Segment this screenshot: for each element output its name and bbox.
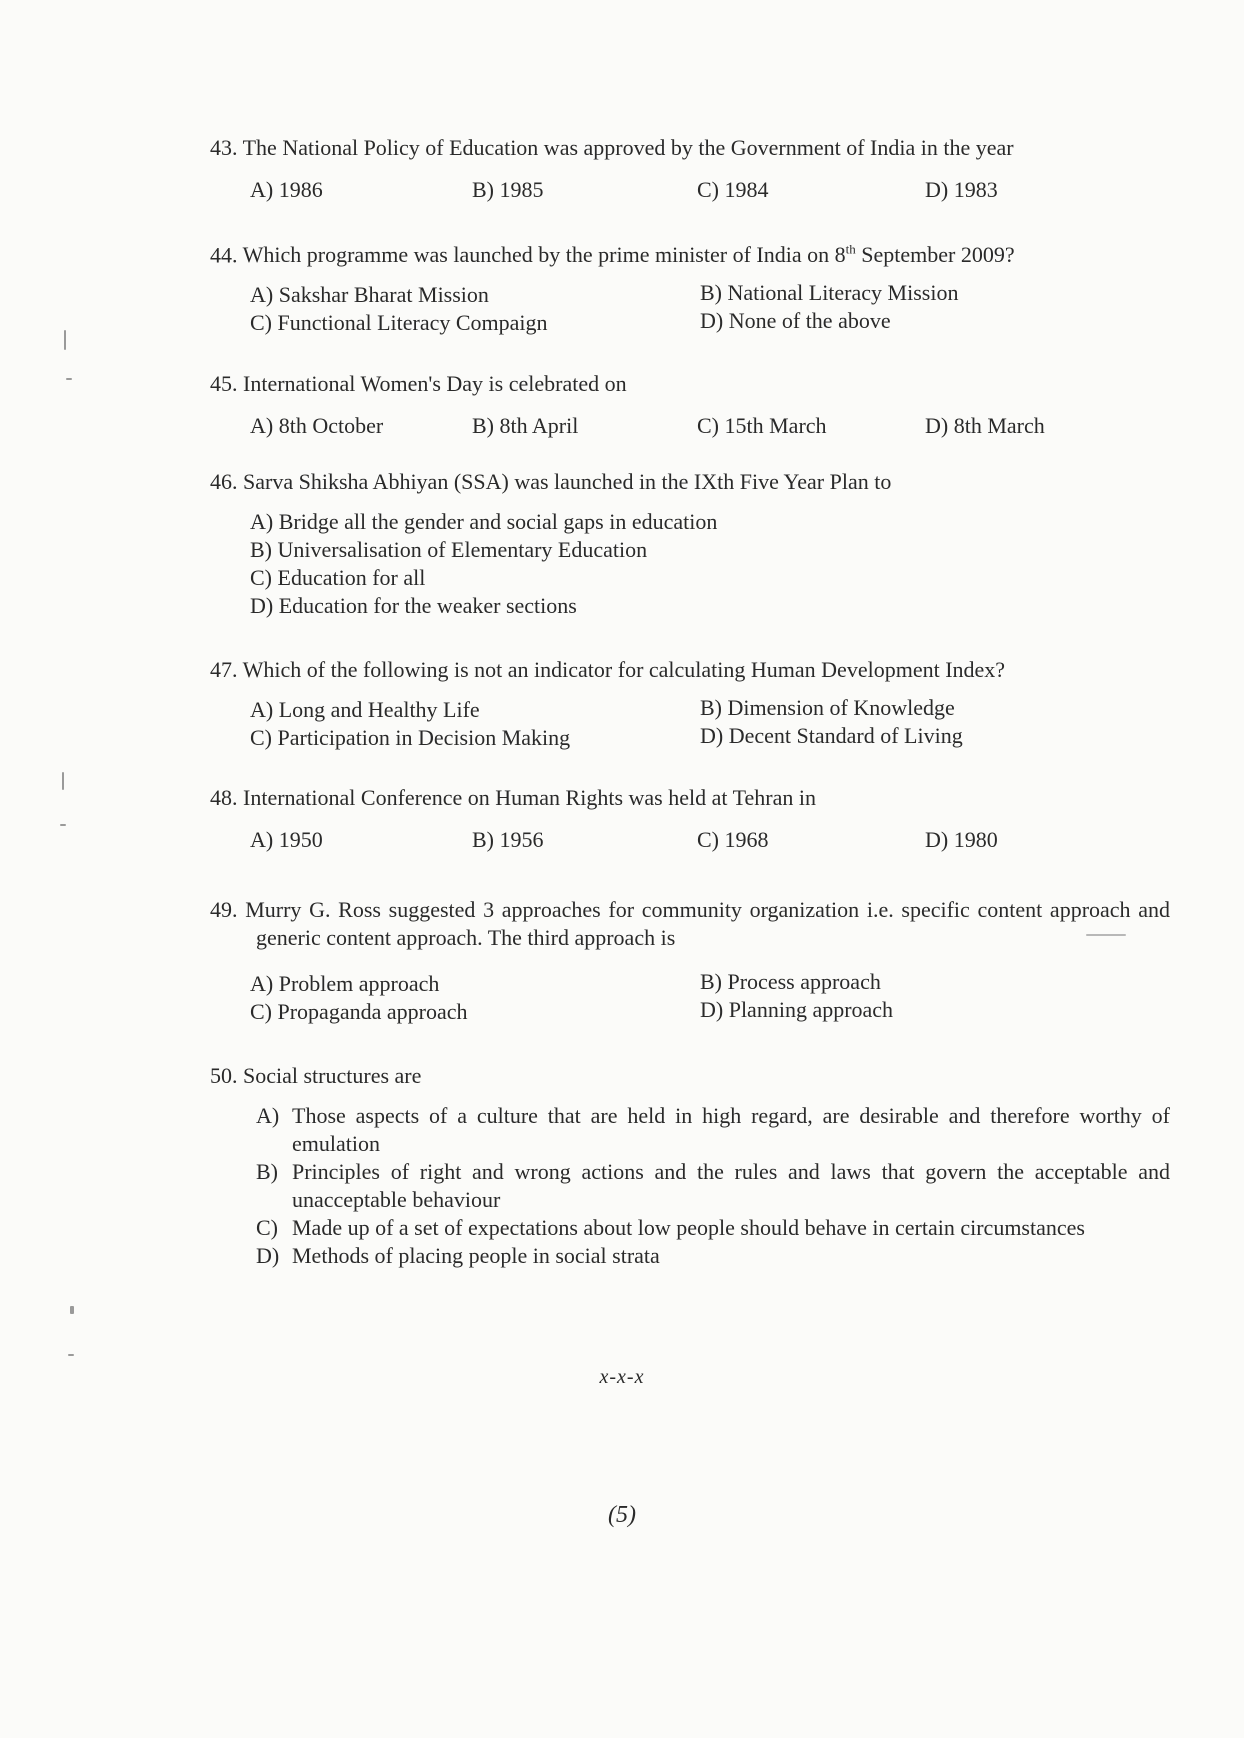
question-46: [210, 468, 1170, 620]
question-number: 50.: [210, 1063, 238, 1088]
option-c: C) 1968: [697, 827, 769, 852]
scan-speck: [70, 1306, 74, 1314]
option-a: A) 8th October: [250, 413, 384, 438]
question-text: The National Policy of Education was approved by the Government of India in the year: [242, 135, 1014, 160]
option-a: A) 1986: [250, 177, 323, 202]
page-number: (5): [608, 1502, 636, 1528]
question-number: 44.: [210, 242, 238, 268]
options-row: [250, 412, 1170, 440]
option-b: B) Universalisation of Elementary Education: [250, 537, 648, 562]
option-c: C) Education for all: [250, 565, 426, 590]
question-number: 45.: [210, 371, 238, 396]
question-text: International Conference on Human Rights was held at Tehran in: [243, 785, 816, 810]
question-text: Murry G. Ross suggested 3 approaches for community organization i.e. specific content approach and generic content approach. The third approach is: [245, 897, 1170, 950]
question-48: [210, 784, 1170, 854]
question-45: [210, 370, 1170, 440]
scan-speck: [66, 378, 72, 380]
question-43: [210, 134, 1170, 204]
question-number: 47.: [210, 657, 238, 682]
question-number: 46.: [210, 469, 238, 494]
question-44: [210, 236, 1170, 339]
option-c: C) Made up of a set of expectations about low people should behave in certain circumstances: [256, 1215, 1085, 1240]
option-a: A) Bridge all the gender and social gaps in education: [250, 509, 718, 534]
option-d: D) Decent Standard of Living: [700, 723, 963, 748]
option-d: D) 1983: [925, 177, 998, 202]
scan-speck: [60, 824, 66, 826]
option-a: A) Those aspects of a culture that are held in high regard, are desirable and therefore worthy of emulation: [256, 1103, 1170, 1156]
option-c: C) Participation in Decision Making: [250, 725, 571, 750]
option-a: A) 1950: [250, 827, 323, 852]
option-b: B) 1956: [472, 827, 544, 852]
option-a: A) Problem approach: [250, 971, 440, 996]
option-b: B) Dimension of Knowledge: [700, 695, 955, 720]
option-c: C) 1984: [697, 177, 769, 202]
options-grid: [250, 696, 1170, 754]
option-d: D) Education for the weaker sections: [250, 593, 577, 618]
option-a: A) Long and Healthy Life: [250, 697, 480, 722]
question-number: 43.: [210, 135, 238, 160]
question-text: Sarva Shiksha Abhiyan (SSA) was launched in the IXth Five Year Plan to: [243, 469, 892, 494]
option-d: D) 8th March: [925, 413, 1045, 438]
scan-speck: [62, 772, 64, 790]
options-grid: [250, 281, 1170, 339]
option-a: A) Sakshar Bharat Mission: [250, 282, 489, 308]
question-text: Which of the following is not an indicator for calculating Human Development Index?: [242, 657, 1006, 682]
scan-speck: [68, 1354, 74, 1356]
option-d: D) 1980: [925, 827, 998, 852]
scan-speck: [1086, 934, 1126, 936]
scan-speck: [64, 330, 66, 350]
option-d: D) Methods of placing people in social strata: [256, 1243, 660, 1268]
question-number: 49.: [210, 897, 238, 922]
option-b: B) Principles of right and wrong actions and the rules and laws that govern the acceptable and unacceptable behaviour: [256, 1159, 1170, 1212]
option-b: B) 1985: [472, 177, 544, 202]
options-list: [256, 1102, 1170, 1270]
question-47: [210, 656, 1170, 754]
question-text: Which programme was launched by the prime minister of India on 8th September 2009?: [242, 242, 1015, 268]
option-d: D) Planning approach: [700, 997, 894, 1022]
options-row: [250, 826, 1170, 854]
option-d: D) None of the above: [700, 308, 891, 334]
options-grid: [250, 970, 1170, 1028]
question-text: International Women's Day is celebrated on: [243, 371, 627, 396]
question-text: Social structures are: [243, 1063, 422, 1088]
option-c: C) Propaganda approach: [250, 999, 468, 1024]
option-b: B) 8th April: [472, 413, 579, 438]
end-marker: x-x-x: [599, 1366, 645, 1388]
option-b: B) Process approach: [700, 969, 881, 994]
options-list: [250, 508, 1170, 620]
option-c: C) 15th March: [697, 413, 827, 438]
question-number: 48.: [210, 785, 238, 810]
question-49: [210, 896, 1170, 1028]
option-c: C) Functional Literacy Compaign: [250, 310, 548, 336]
options-row: [250, 176, 1170, 204]
question-50: [210, 1062, 1170, 1270]
option-b: B) National Literacy Mission: [700, 280, 959, 306]
